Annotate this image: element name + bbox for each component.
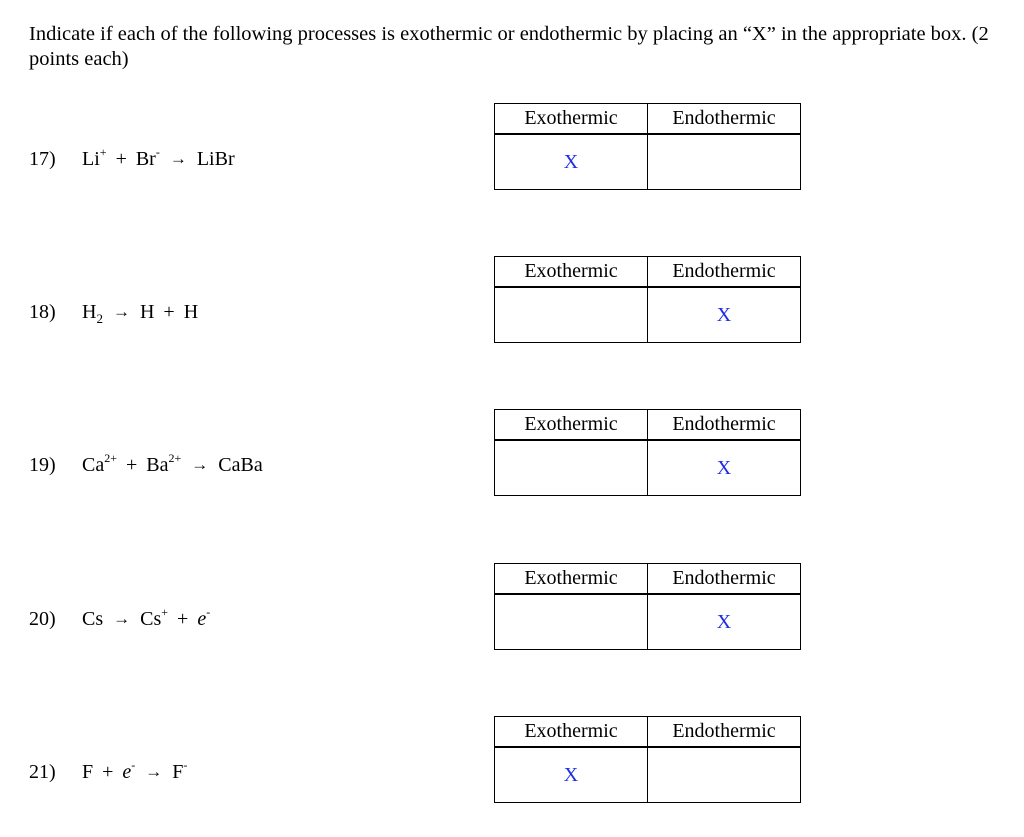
reaction-arrow-icon: → xyxy=(113,609,131,628)
electron: e xyxy=(122,761,132,783)
charge: - xyxy=(183,758,188,773)
question-17 xyxy=(0,103,1024,191)
exothermic-box[interactable] xyxy=(495,287,648,343)
charge: + xyxy=(99,145,107,160)
charge: + xyxy=(161,605,169,620)
instructions-text: Indicate if each of the following processes is exothermic or endothermic by placing an “X” in the appropriate box. (2 points each) xyxy=(29,23,989,70)
product: F xyxy=(172,761,184,783)
reaction-arrow-icon: → xyxy=(191,455,209,474)
exothermic-header: Exothermic xyxy=(495,257,648,288)
endothermic-box[interactable]: X xyxy=(648,287,801,343)
reactant-1: Cs xyxy=(82,608,104,630)
product: LiBr xyxy=(196,148,235,170)
answer-table xyxy=(494,409,801,496)
question-number: 17) xyxy=(29,148,56,170)
endothermic-box[interactable] xyxy=(648,747,801,803)
reactant-2: Ba xyxy=(146,454,169,476)
equation xyxy=(82,453,263,478)
reaction-arrow-icon: → xyxy=(169,149,187,168)
electron: e xyxy=(197,608,207,630)
endothermic-header: Endothermic xyxy=(648,410,801,441)
question-21 xyxy=(0,716,1024,804)
equation xyxy=(82,607,210,632)
answer-table xyxy=(494,563,801,650)
endothermic-header: Endothermic xyxy=(648,257,801,288)
equation xyxy=(82,147,235,172)
exothermic-box[interactable] xyxy=(495,440,648,496)
endothermic-box[interactable]: X xyxy=(648,440,801,496)
exothermic-header: Exothermic xyxy=(495,410,648,441)
charge: - xyxy=(206,605,211,620)
question-18 xyxy=(0,256,1024,344)
product-1: H xyxy=(139,301,155,323)
reactant-1: H xyxy=(82,301,97,323)
answer-table xyxy=(494,103,801,190)
exothermic-box[interactable] xyxy=(495,594,648,650)
plus-sign: + xyxy=(115,148,127,170)
reactant-1: Li xyxy=(82,148,100,170)
endothermic-box[interactable] xyxy=(648,134,801,190)
charge: 2+ xyxy=(168,451,182,466)
exothermic-header: Exothermic xyxy=(495,564,648,595)
question-20 xyxy=(0,563,1024,651)
equation xyxy=(82,760,187,785)
plus-sign: + xyxy=(126,454,138,476)
exothermic-box[interactable]: X xyxy=(495,134,648,190)
answer-table xyxy=(494,256,801,343)
endothermic-header: Endothermic xyxy=(648,564,801,595)
reaction-arrow-icon: → xyxy=(145,762,163,781)
product: CaBa xyxy=(218,454,263,476)
question-number: 21) xyxy=(29,761,56,783)
charge: - xyxy=(131,758,136,773)
question-number: 18) xyxy=(29,301,56,323)
reaction-arrow-icon: → xyxy=(112,302,130,321)
question-number: 19) xyxy=(29,454,56,476)
exothermic-header: Exothermic xyxy=(495,104,648,135)
endothermic-box[interactable]: X xyxy=(648,594,801,650)
endothermic-header: Endothermic xyxy=(648,104,801,135)
product-1: Cs xyxy=(140,608,162,630)
reactant-1: F xyxy=(82,761,94,783)
question-19 xyxy=(0,409,1024,497)
plus-sign: + xyxy=(163,301,175,323)
reactant-2: Br xyxy=(135,148,156,170)
exothermic-box[interactable]: X xyxy=(495,747,648,803)
reactant-1: Ca xyxy=(82,454,105,476)
answer-table xyxy=(494,716,801,803)
plus-sign: + xyxy=(102,761,114,783)
equation xyxy=(82,300,198,325)
question-number: 20) xyxy=(29,608,56,630)
charge: - xyxy=(155,145,160,160)
exothermic-header: Exothermic xyxy=(495,717,648,748)
charge: 2+ xyxy=(104,451,117,466)
plus-sign: + xyxy=(177,608,189,630)
subscript: 2 xyxy=(96,311,103,326)
product-2: H xyxy=(183,301,199,323)
endothermic-header: Endothermic xyxy=(648,717,801,748)
